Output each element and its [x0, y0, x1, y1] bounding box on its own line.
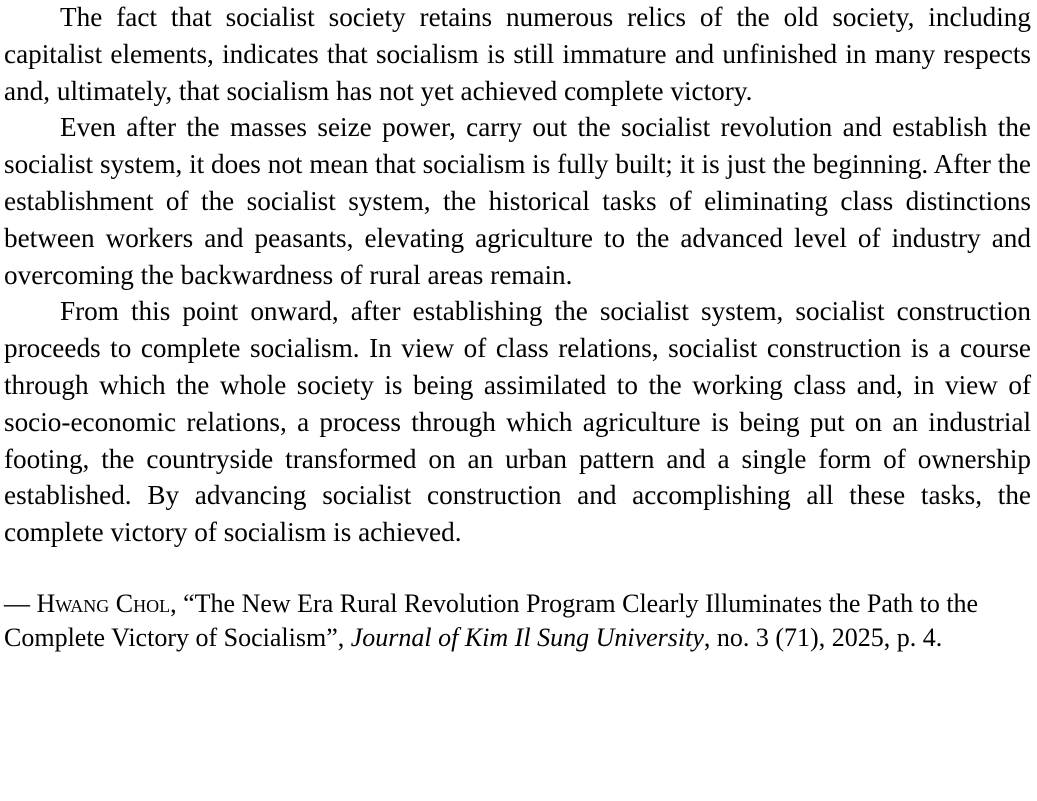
citation-separator: ,: [170, 588, 184, 618]
document-page: [4, 0, 1031, 656]
citation-separator: ,: [337, 623, 351, 653]
paragraph-2: Even after the masses seize power, carry out the socialist revolution and establish the socialist system, it does not mean that socialism is fully built; it is just the beginning. After the establishment of the socialist system, the historical tasks of eliminating class distinctions between workers and peasants, elevating agriculture to the advanced level of industry and overcoming the backwardness of rural areas remain.: [4, 112, 1031, 290]
citation: [4, 587, 1031, 656]
citation-article-title: “The New Era Rural Revolution Program Clearly Illuminates the Path to the Complete Victory of Socialism”: [4, 588, 979, 653]
citation-journal: Journal of Kim Il Sung University: [350, 623, 704, 653]
citation-dash: —: [4, 588, 37, 618]
paragraph-3: From this point onward, after establishing the socialist system, socialist construction proceeds to complete socialism. In view of class relations, socialist construction is a course through which the whole society is being assimilated to the working class and, in view of socio-economic relations, a process through which agriculture is being put on an industrial footing, the countryside transformed on an urban pattern and a single form of ownership established. By advancing socialist construction and accomplishing all these tasks, the complete victory of socialism is achieved.: [4, 296, 1031, 548]
citation-author: Hwang Chol: [36, 588, 171, 618]
citation-details: , no. 3 (71), 2025, p. 4.: [703, 623, 943, 653]
paragraph-1: The fact that socialist society retains numerous relics of the old society, including capitalist elements, indicates that socialism is still immature and unfinished in many respects and, ultimately, that socialism has not yet achieved complete victory.: [4, 2, 1031, 106]
